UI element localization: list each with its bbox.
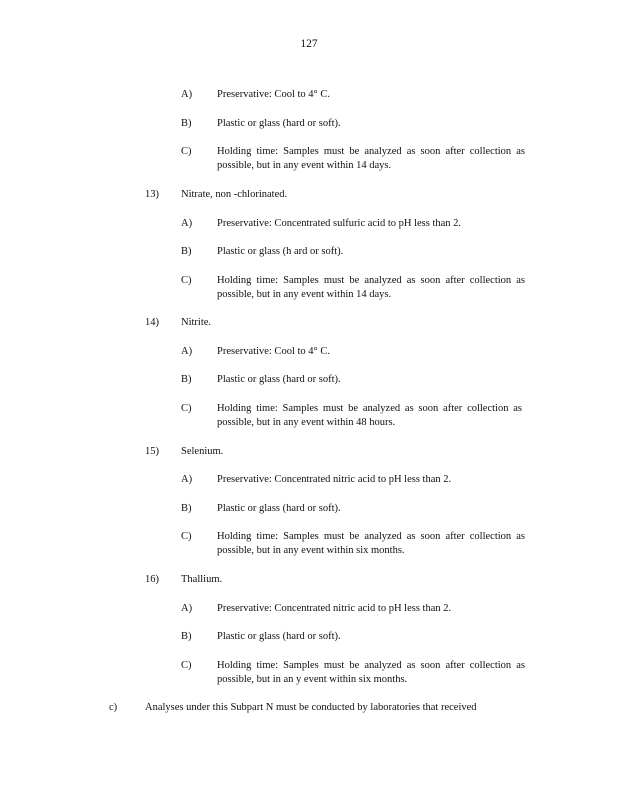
item-text: Preservative: Cool to 4° C. xyxy=(217,346,330,357)
item-label: B) xyxy=(181,503,192,514)
item-label: C) xyxy=(181,275,192,286)
item-label: A) xyxy=(181,346,193,357)
item-text: Plastic or glass (hard or soft). xyxy=(217,374,341,385)
item-text: Preservative: Cool to 4° C. xyxy=(217,89,330,100)
item-label: B) xyxy=(181,118,192,129)
item-text: Plastic or glass (hard or soft). xyxy=(217,118,341,129)
item-label: A) xyxy=(181,218,193,229)
item-text: Holding time: Samples must be analyzed as soon after collection as possible, but in any event within 48 hours. xyxy=(217,403,522,428)
section-number: 14) xyxy=(145,317,159,328)
item-text: Plastic or glass (hard or soft). xyxy=(217,631,341,642)
item-text: Preservative: Concentrated nitric acid to pH less than 2. xyxy=(217,474,452,485)
paragraph-text: Analyses under this Subpart N must be conducted by laboratories that received xyxy=(145,702,477,713)
section-title: Selenium. xyxy=(181,446,224,457)
paragraph-label: c) xyxy=(109,702,118,713)
item-label: C) xyxy=(181,146,192,157)
item-text: Preservative: Concentrated sulfuric acid to pH less than 2. xyxy=(217,218,462,229)
item-label: C) xyxy=(181,403,192,414)
item-text: Holding time: Samples must be analyzed as soon after collection as possible, but in any event within 14 days. xyxy=(217,275,525,300)
item-text: Holding time: Samples must be analyzed as soon after collection as possible, but in any event within six months. xyxy=(217,531,525,556)
page-number: 127 xyxy=(300,38,318,50)
item-label: B) xyxy=(181,246,192,257)
section-number: 16) xyxy=(145,574,159,585)
item-text: Plastic or glass (hard or soft). xyxy=(217,503,341,514)
section-title: Nitrate, non -chlorinated. xyxy=(181,189,288,200)
section-number: 13) xyxy=(145,189,159,200)
item-label: C) xyxy=(181,531,192,542)
item-text: Holding time: Samples must be analyzed as soon after collection as possible, but in an y event within six months. xyxy=(217,660,525,685)
section-title: Thallium. xyxy=(181,574,223,585)
item-label: A) xyxy=(181,603,193,614)
item-label: C) xyxy=(181,660,192,671)
item-text: Plastic or glass (h ard or soft). xyxy=(217,246,344,257)
item-label: A) xyxy=(181,89,193,100)
section-number: 15) xyxy=(145,446,159,457)
section-title: Nitrite. xyxy=(181,317,212,328)
item-label: A) xyxy=(181,474,193,485)
item-text: Holding time: Samples must be analyzed as soon after collection as possible, but in any event within 14 days. xyxy=(217,146,525,171)
item-label: B) xyxy=(181,631,192,642)
item-label: B) xyxy=(181,374,192,385)
item-text: Preservative: Concentrated nitric acid to pH less than 2. xyxy=(217,603,452,614)
